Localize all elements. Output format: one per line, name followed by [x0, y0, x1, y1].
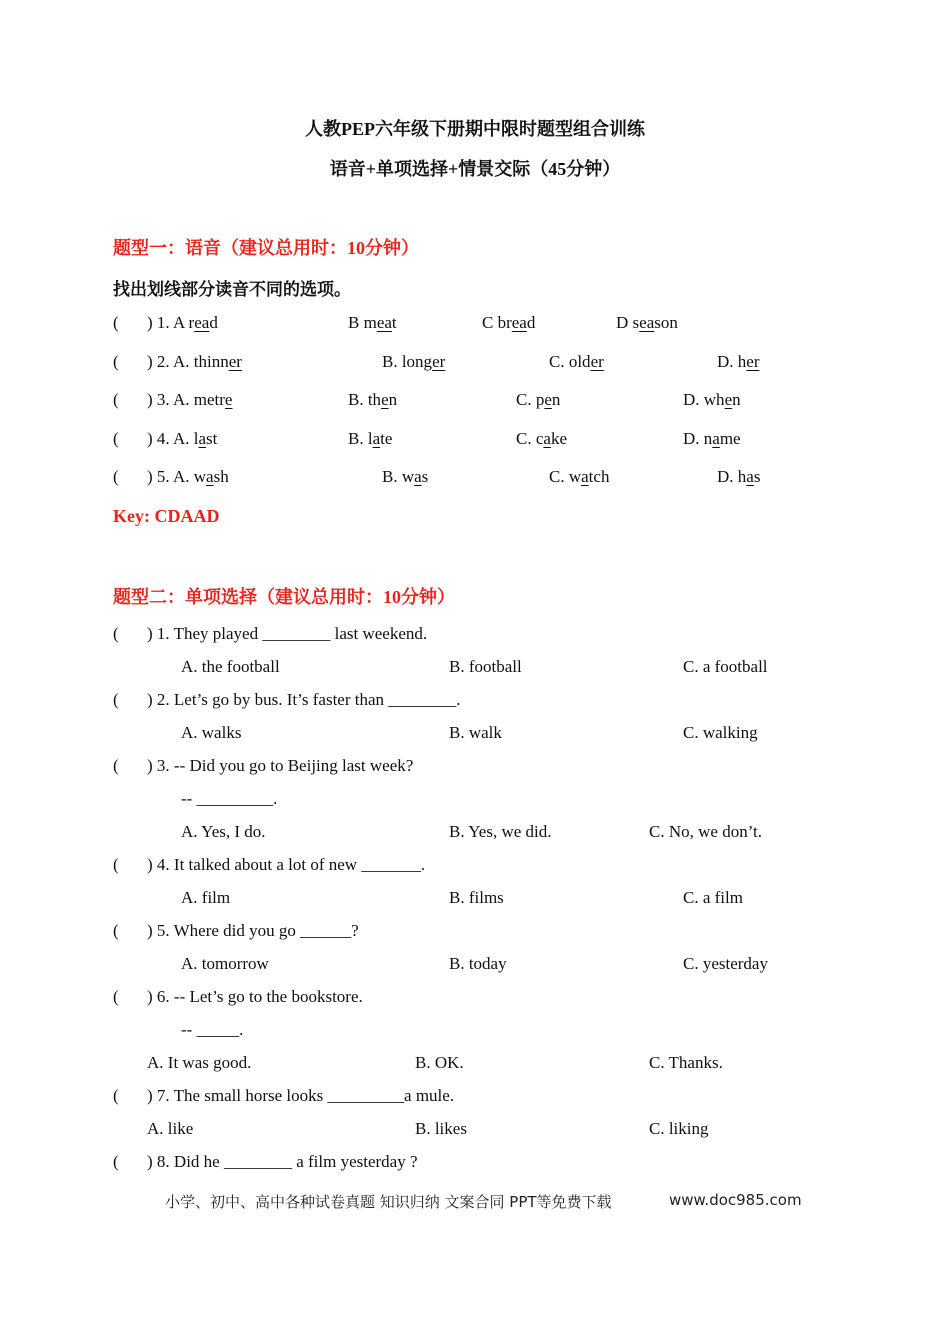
option-b: B. late [348, 429, 393, 448]
bracket: ( [113, 1152, 119, 1171]
bracket: ( [113, 624, 119, 643]
option-a: A. tomorrow [181, 954, 269, 973]
bracket: ( [113, 690, 119, 709]
footer-url[interactable]: www.doc985.com [669, 1191, 802, 1209]
option-b: B. football [449, 657, 522, 676]
bracket: ( [113, 987, 119, 1006]
option-c: C. watch [549, 467, 610, 486]
option-a: A. Yes, I do. [181, 822, 266, 841]
option-c: C. a film [683, 888, 743, 907]
question-stem: ) 3. -- Did you go to Beijing last week? [147, 756, 414, 775]
footer-text: 小学、初中、高中各种试卷真题 知识归纳 文案合同 PPT等免费下载 [165, 1193, 612, 1211]
option-d: D. has [717, 467, 761, 486]
option-c: C. yesterday [683, 954, 768, 973]
bracket: ( [113, 313, 119, 332]
reply-line: -- _____. [181, 1020, 244, 1039]
bracket: ( [113, 756, 119, 775]
question-stem: ) 2. A. thinner [147, 352, 242, 371]
option-c: C bread [482, 313, 536, 332]
option-b: B. Yes, we did. [449, 822, 552, 841]
option-c: C. Thanks. [649, 1053, 723, 1072]
option-c: C. walking [683, 723, 758, 742]
option-c: C. older [549, 352, 604, 371]
option-a: A. the football [181, 657, 280, 676]
option-b: B. was [382, 467, 429, 486]
option-a: A. film [181, 888, 231, 907]
question-stem: ) 7. The small horse looks _________a mule. [147, 1086, 455, 1105]
page-title: 人教PEP六年级下册期中限时题型组合训练 [305, 119, 645, 139]
option-a: A. walks [181, 723, 242, 742]
question-stem: ) 1. They played ________ last weekend. [147, 624, 428, 643]
question-stem: ) 5. A. wash [147, 467, 229, 486]
option-d: D season [616, 313, 678, 332]
question-stem: ) 4. A. last [147, 429, 218, 448]
bracket: ( [113, 467, 119, 486]
question-stem: ) 2. Let’s go by bus. It’s faster than ________. [147, 690, 461, 709]
option-d: D. when [683, 390, 741, 409]
option-d: D. her [717, 352, 760, 371]
question-stem: ) 6. -- Let’s go to the bookstore. [147, 987, 363, 1006]
page-subtitle: 语音+单项选择+情景交际（45分钟） [329, 159, 621, 179]
option-c: C. a football [683, 657, 768, 676]
option-b: B. films [449, 888, 504, 907]
option-c: C. liking [649, 1119, 709, 1138]
option-b: B. today [449, 954, 507, 973]
question-stem: ) 4. It talked about a lot of new _______. [147, 855, 426, 874]
answer-key: Key: CDAAD [113, 506, 220, 526]
bracket: ( [113, 390, 119, 409]
question-stem: ) 3. A. metre [147, 390, 233, 409]
option-b: B meat [348, 313, 397, 332]
question-stem: ) 8. Did he ________ a film yesterday ? [147, 1152, 418, 1171]
option-b: B. then [348, 390, 398, 409]
option-a: A. It was good. [147, 1053, 252, 1072]
option-a: A. like [147, 1119, 194, 1138]
option-d: D. name [683, 429, 741, 448]
option-b: B. longer [382, 352, 446, 371]
bracket: ( [113, 1086, 119, 1105]
option-c: C. pen [516, 390, 561, 409]
option-b: B. likes [415, 1119, 467, 1138]
section1-heading: 题型一：语音（建议总用时：10分钟） [113, 238, 419, 258]
option-c: C. No, we don’t. [649, 822, 763, 841]
section1-instruction: 找出划线部分读音不同的选项。 [113, 280, 351, 299]
option-b: B. OK. [415, 1053, 464, 1072]
question-stem: ) 5. Where did you go ______? [147, 921, 359, 940]
option-b: B. walk [449, 723, 502, 742]
section2-heading: 题型二：单项选择（建议总用时：10分钟） [113, 587, 455, 607]
bracket: ( [113, 352, 119, 371]
bracket: ( [113, 855, 119, 874]
bracket: ( [113, 429, 119, 448]
option-c: C. cake [516, 429, 567, 448]
question-stem: ) 1. A read [147, 313, 218, 332]
bracket: ( [113, 921, 119, 940]
reply-line: -- _________. [181, 789, 278, 808]
